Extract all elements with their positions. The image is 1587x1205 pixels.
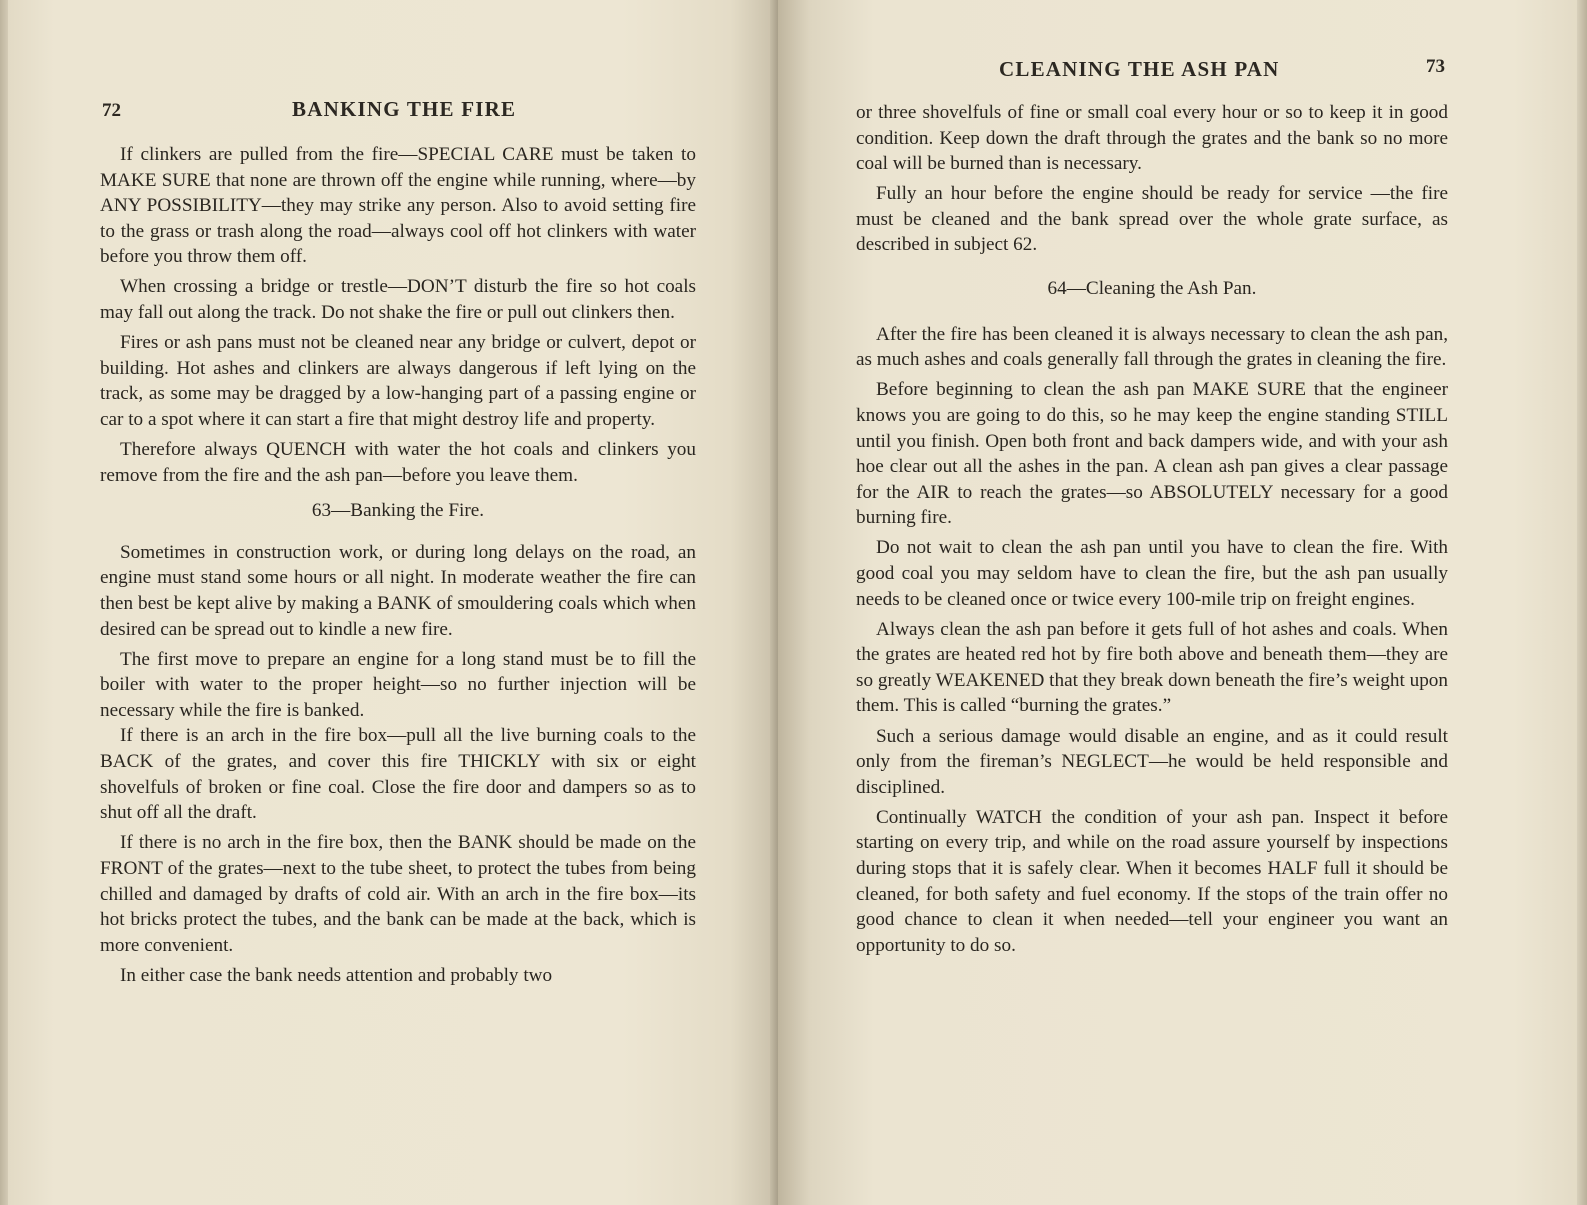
paragraph: Sometimes in construction work, or during long delays on the road, an engine must stand some hours or all night. In moderate weather the fire can then best be kept alive by making a BANK of smouldering coals which when desired can be spread out to kindle a new fire.	[100, 541, 696, 640]
right-page-edge	[1577, 0, 1587, 1205]
left-text-column	[100, 142, 696, 993]
paragraph: After the fire has been cleaned it is always necessary to clean the ash pan, as much ashes and coals generally fall through the grates in cleaning the fire.	[856, 323, 1448, 371]
paragraph: Always clean the ash pan before it gets full of hot ashes and coals. When the grates are heated red hot by fire both above and beneath them—they are so greatly WEAKENED that they break down beneath the fire’s weight upon them. This is called “burning the grates.”	[856, 618, 1448, 717]
paragraph: The first move to prepare an engine for a long stand must be to fill the boiler with water to the proper height—so no further injection will be necessary while the fire is banked.	[100, 648, 696, 721]
running-head: CLEANING THE ASH PAN	[999, 57, 1280, 81]
section-heading: 64—Cleaning the Ash Pan.	[1047, 278, 1257, 300]
left-page-edge	[0, 0, 8, 1205]
section-heading: 63—Banking the Fire.	[311, 500, 485, 522]
right-page	[778, 0, 1578, 1205]
paragraph: Do not wait to clean the ash pan until you have to clean the fire. With good coal you may seldom have to clean the fire, but the ash pan usually needs to be cleaned once or twice every 100-mile trip on freight engines.	[856, 537, 1448, 610]
paragraph: If there is no arch in the fire box, then the BANK should be made on the FRONT of the grates—next to the tube sheet, to protect the tubes from being chilled and damaged by drafts of cold air. With an arch in the fire box—its hot bricks protect the tubes, and the bank can be made at the back, which is more convenient.	[100, 832, 696, 956]
paragraph: Therefore always QUENCH with water the hot coals and clinkers you remove from the fire and the ash pan—before you leave them.	[100, 439, 696, 486]
paragraph: or three shovelfuls of fine or small coal every hour or so to keep it in good condition. Keep down the draft through the grates and the bank so no more coal will be burned than is necessary.	[856, 102, 1448, 175]
page-number: 73	[1426, 56, 1445, 77]
running-head: BANKING THE FIRE	[292, 97, 517, 121]
paragraph: Such a serious damage would disable an engine, and as it could result only from the fireman’s NEGLECT—he would be held responsible and disciplined.	[856, 725, 1448, 798]
paragraph: If clinkers are pulled from the fire—SPECIAL CARE must be taken to MAKE SURE that none are thrown off the engine while running, where—by ANY POSSIBILITY—they may strike any person. Also to avoid setting fire to the grass or trash along the road—always cool off hot clinkers with water before you throw them off.	[100, 144, 696, 268]
paragraph: Fully an hour before the engine should be ready for service —the fire must be cleaned and the bank spread over the whole grate surface, as described in subject 62.	[856, 183, 1448, 256]
left-page	[8, 0, 776, 1205]
right-text-column	[856, 100, 1448, 963]
paragraph: When crossing a bridge or trestle—DON’T disturb the fire so hot coals may fall out along the track. Do not shake the fire or pull out clinkers then.	[100, 276, 696, 324]
paragraph: Fires or ash pans must not be cleaned near any bridge or culvert, depot or building. Hot ashes and clinkers are always dangerous if left lying on the track, as some may be dragged by a low-hanging part of a passing engine or car to a spot where it can start a fire that might destroy life and property.	[100, 332, 696, 430]
paragraph: If there is an arch in the fire box—pull all the live burning coals to the BACK of the grates, and cover this fire THICKLY with six or eight shovelfuls of broken or fine coal. Close the fire door and dampers so as to shut off all the draft.	[100, 725, 696, 824]
paragraph: Continually WATCH the condition of your ash pan. Inspect it before starting on every trip, and while on the road assure yourself by inspections during stops that it is safely clear. When it becomes HALF full it should be cleaned, for both safety and fuel economy. If the stops of the train offer no good chance to clean it when needed—tell your engineer you want an opportunity to do so.	[856, 806, 1448, 956]
page-number: 72	[102, 100, 121, 121]
paragraph: Before beginning to clean the ash pan MAKE SURE that the engineer knows you are going to do this, so he may keep the engine standing STILL until you finish. Open both front and back dampers wide, and with your ash hoe clear out all the ashes in the pan. A clean ash pan gives a clear passage for the AIR to reach the grates—so ABSOLUTELY necessary for a good burning fire.	[856, 379, 1448, 529]
paragraph: In either case the bank needs attention and probably two	[120, 964, 553, 986]
